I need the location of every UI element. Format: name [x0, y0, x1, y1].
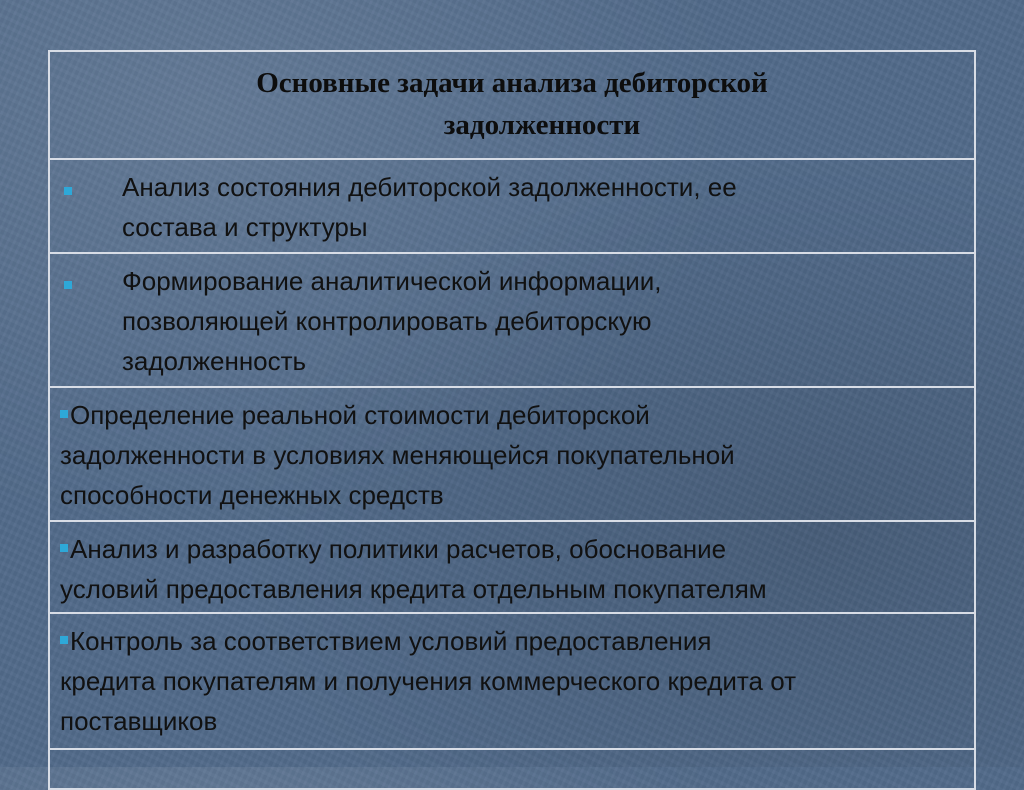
item-text-line: Определение реальной стоимости дебиторской [70, 400, 650, 430]
item-text-line: способности денежных средств [60, 480, 444, 510]
item-text-line: задолженность [122, 346, 307, 376]
square-bullet-icon [64, 281, 72, 289]
item-text-line: Анализ и разработку политики расчетов, обоснование [70, 534, 727, 564]
table-title [50, 52, 974, 160]
item-text-line: условий предоставления кредита отдельным покупателям [60, 574, 767, 604]
item-text-line: Анализ состояния дебиторской задолженности, ее [122, 172, 737, 202]
item-text-line: состава и структуры [122, 212, 368, 242]
item-text-line: Контроль за соответствием условий предоставления [70, 626, 712, 656]
title-line-2: задолженности [443, 109, 641, 141]
title-line-1: Основные задачи анализа дебиторской [256, 67, 768, 99]
table-row-cut-off [50, 750, 974, 790]
table-row [50, 160, 974, 254]
item-text-line: задолженности в условиях меняющейся покупательной [60, 440, 735, 470]
table-row [50, 254, 974, 388]
square-bullet-icon [60, 636, 68, 644]
square-bullet-icon [64, 187, 72, 195]
table-row [50, 522, 974, 614]
item-text-line: позволяющей контролировать дебиторскую [122, 306, 652, 336]
square-bullet-icon [60, 410, 68, 418]
square-bullet-icon [60, 544, 68, 552]
item-text-line: поставщиков [60, 706, 218, 736]
tasks-table [48, 50, 976, 790]
item-text-line: Формирование аналитической информации, [122, 266, 662, 296]
item-text-line: кредита покупателям и получения коммерческого кредита от [60, 666, 796, 696]
table-row [50, 614, 974, 750]
table-row [50, 388, 974, 522]
